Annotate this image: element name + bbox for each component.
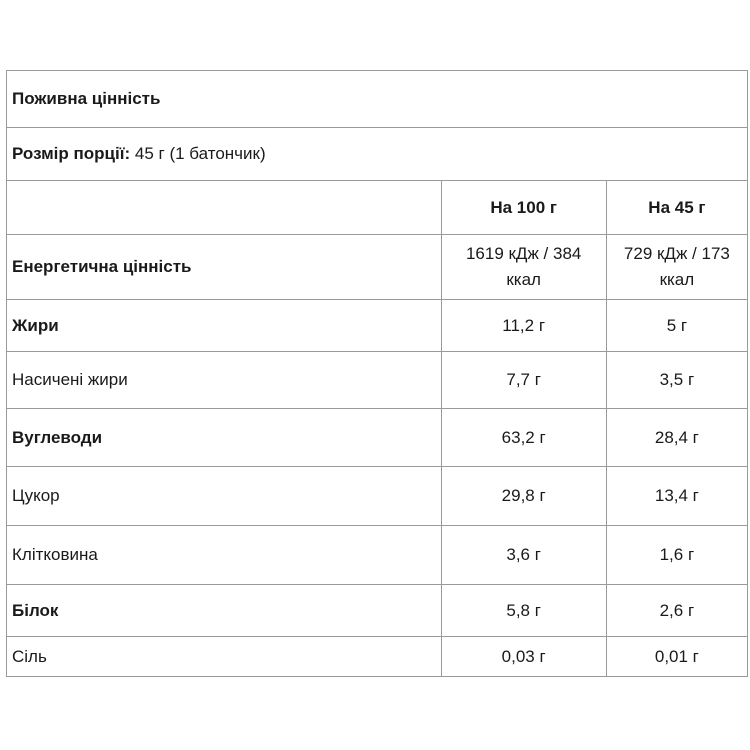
nutrient-name: Насичені жири (7, 352, 442, 409)
value-per-45: 5 г (606, 300, 747, 352)
nutrient-name: Вуглеводи (7, 409, 442, 467)
value-per-100: 5,8 г (441, 585, 606, 637)
value-per-100: 29,8 г (441, 467, 606, 526)
serving-row (7, 128, 748, 181)
value-per-100: 7,7 г (441, 352, 606, 409)
table-row (7, 352, 748, 409)
nutrient-name: Жири (7, 300, 442, 352)
value-per-45: 13,4 г (606, 467, 747, 526)
table-row (7, 637, 748, 677)
value-per-45: 2,6 г (606, 585, 747, 637)
header-row (7, 181, 748, 235)
serving-label: Розмір порції: (12, 144, 131, 163)
serving-value: 45 г (1 батончик) (130, 144, 266, 163)
nutrient-name: Білок (7, 585, 442, 637)
value-per-45: 0,01 г (606, 637, 747, 677)
value-per-45: 1,6 г (606, 526, 747, 585)
value-per-45: 729 кДж / 173 ккал (606, 235, 747, 300)
value-per-45: 28,4 г (606, 409, 747, 467)
serving-size (7, 128, 748, 181)
value-per-100: 0,03 г (441, 637, 606, 677)
nutrient-name: Енергетична цінність (7, 235, 442, 300)
table-row (7, 409, 748, 467)
value-per-45: 3,5 г (606, 352, 747, 409)
nutrient-name: Цукор (7, 467, 442, 526)
table-row (7, 300, 748, 352)
table-row (7, 585, 748, 637)
value-per-100: 11,2 г (441, 300, 606, 352)
nutrient-name: Клітковина (7, 526, 442, 585)
table-row (7, 467, 748, 526)
table-row (7, 526, 748, 585)
title-row (7, 71, 748, 128)
header-name (7, 181, 442, 235)
nutrition-table (6, 70, 748, 677)
header-per-100: На 100 г (441, 181, 606, 235)
header-per-45: На 45 г (606, 181, 747, 235)
table-row (7, 235, 748, 300)
table-title: Поживна цінність (7, 71, 748, 128)
nutrient-name: Сіль (7, 637, 442, 677)
value-per-100: 63,2 г (441, 409, 606, 467)
value-per-100: 1619 кДж / 384 ккал (441, 235, 606, 300)
value-per-100: 3,6 г (441, 526, 606, 585)
